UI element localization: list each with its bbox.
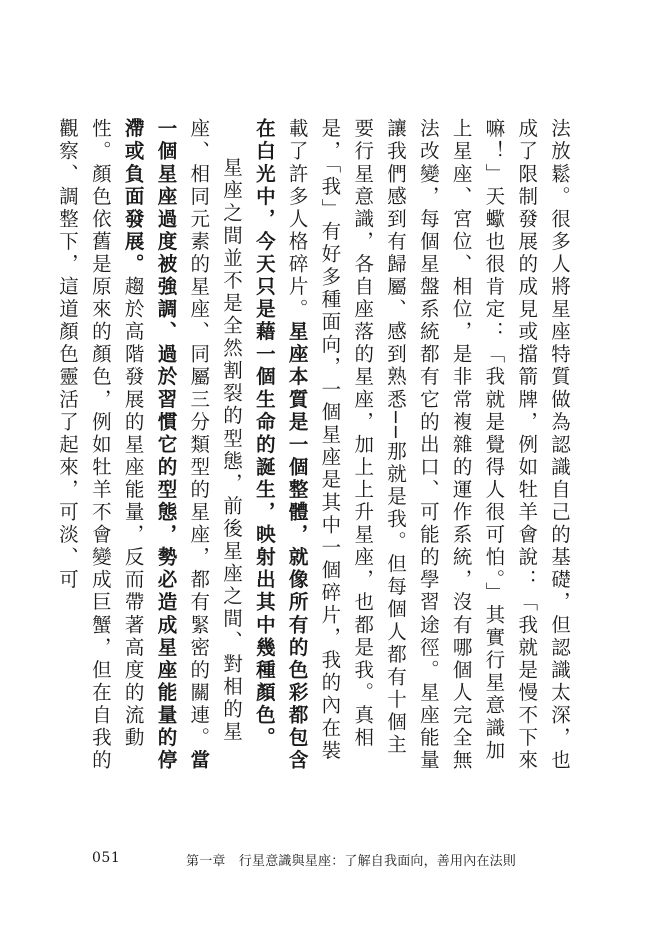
paragraph-2: [50, 118, 247, 778]
paragraph-1: [247, 118, 575, 778]
paragraph-2-segment-3: 趨於高階發展的星座能量，反而帶著高度的流動性。顏色依舊是原來的顏色，例如牡羊不會變成巨蟹，但在自我的觀察、調整下，這道顏色靈活了起來，可淡、可: [56, 118, 145, 772]
vertical-text-body: [56, 118, 575, 778]
paragraph-2-segment-1: 星座之間並不是全然割裂的型態，前後星座之間、對相的星座、相同元素的星座、同屬三分類型的星座，都有緊密的關連。: [187, 118, 244, 750]
running-footer: 第一章 行星意識與星座：了解自我面向，善用內在法則: [186, 854, 517, 869]
paragraph-1-segment-2-bold: 星座本質是一個整體，就像所有的色彩都包含在白光中，今天只是藉一個生命的誕生，映射出其中幾種顏色。: [252, 118, 309, 772]
paragraph-2-segment-2-bold: 當一個星座過度被強調、過於習慣它的型態，勢必造成星座能量的停滯或負面發展。: [121, 118, 211, 772]
paragraph-1-segment-1: 法放鬆。很多人將星座特質做為認識自己的基礎，但認識太深，也成了限制發展的成見或擋箭牌，例如牡羊會說：「我就是慢不下來嘛！」天蠍也很肯定：「我就是覺得人很可怕。」其實行星意識加上星座、宮位、相位，是非常複雜的運作系統，沒有哪個人完全無法改變，每個星盤系統都有它的出口、可能的學習途徑。星座能量讓我們感到有歸屬、感到熟悉──那就是我。但每個人都有十個主要行星意識，各自座落的星座，加上上升星座，也都是我。真相是，「我」有好多種面向，一個星座是其中一個碎片，我的內在裝載了許多人格碎片。: [285, 118, 571, 772]
page-number: 051: [92, 850, 121, 866]
